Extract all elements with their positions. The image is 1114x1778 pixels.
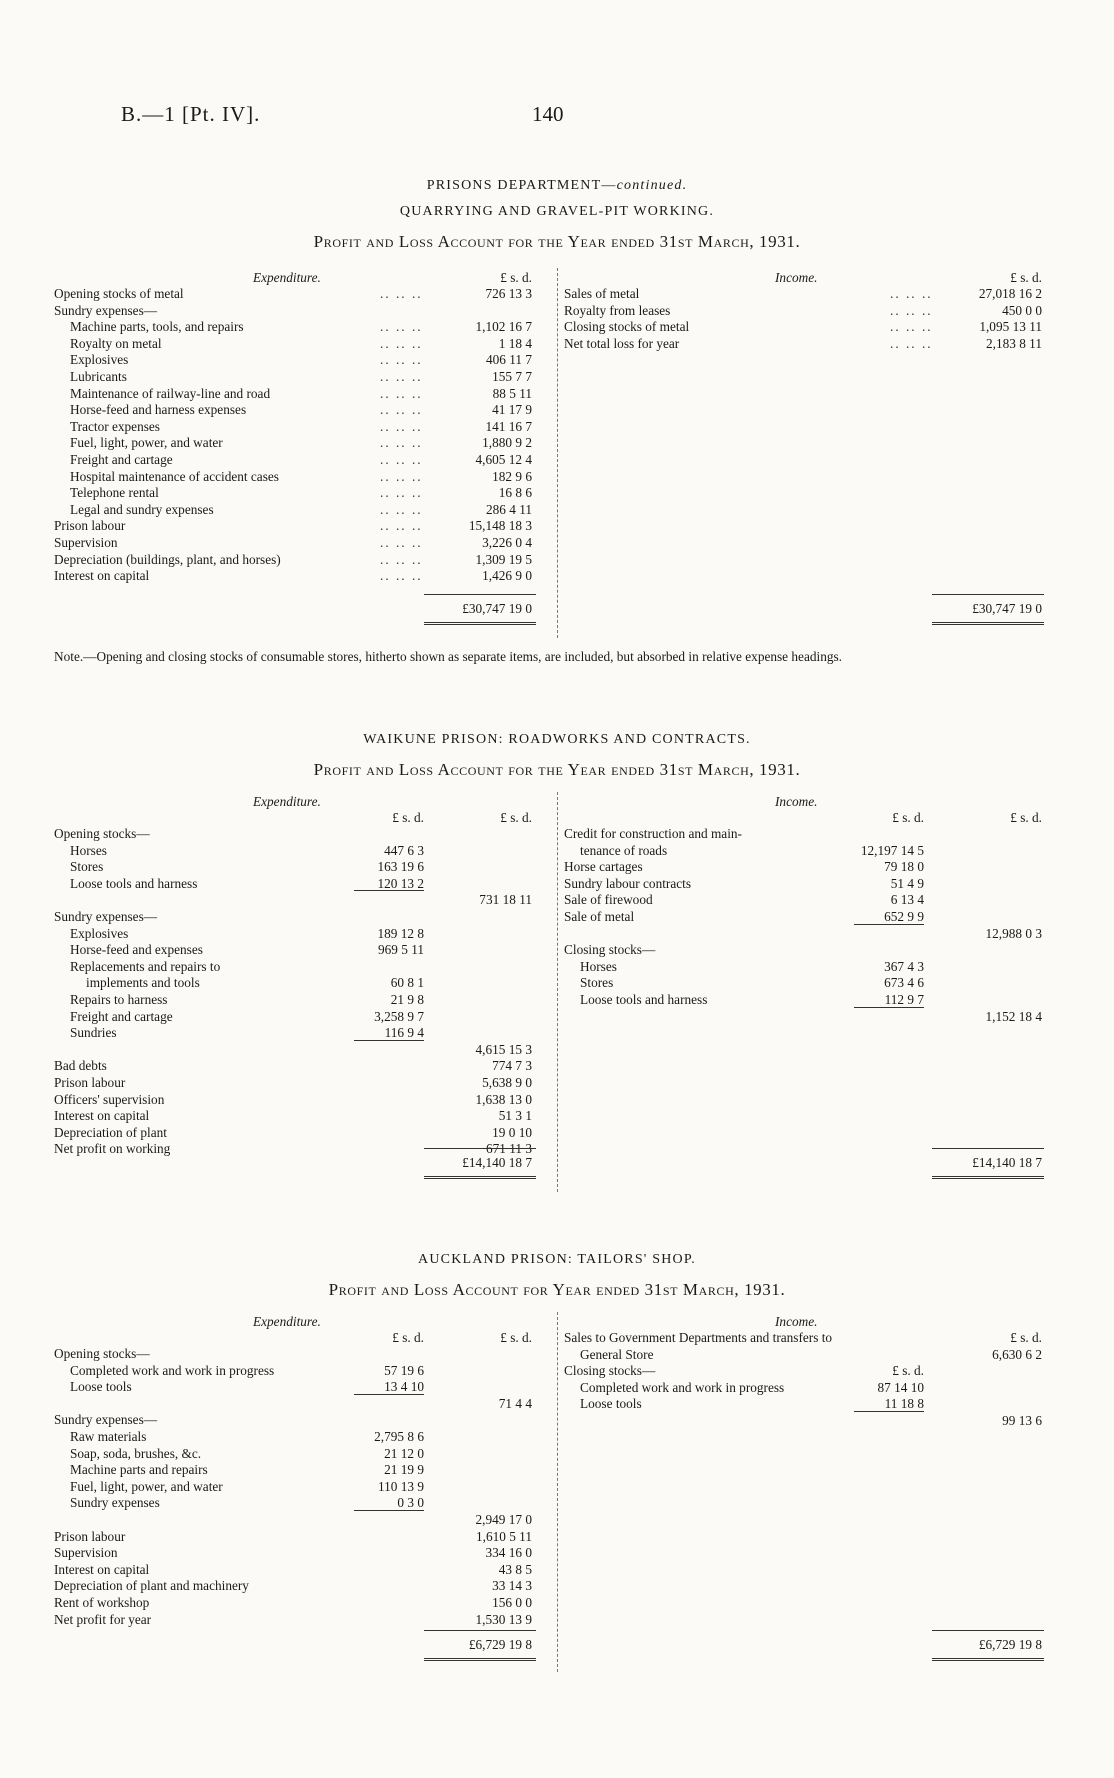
expenditure-item-label: Loose tools and harness	[70, 875, 198, 891]
income-item-label: Loose tools	[580, 1396, 642, 1412]
expenditure-item-subamount: 0 3 0	[397, 1495, 424, 1511]
exp-subtotal-rule	[424, 594, 536, 595]
income-item-subamount: £ s. d.	[892, 1363, 924, 1379]
expenditure-item-amount: 774 7 3	[492, 1058, 532, 1074]
expenditure-item-label: Horse-feed and expenses	[70, 942, 203, 958]
expenditure-item-label: Soap, soda, brushes, &c.	[70, 1445, 202, 1461]
exp-total-rule	[424, 622, 536, 625]
expenditure-item-leader: .. .. ..	[380, 518, 423, 534]
income-item-label: Closing stocks of metal	[564, 319, 690, 335]
expenditure-item-subamount: 21 12 0	[384, 1445, 424, 1461]
section2-income-total: £14,140 18 7	[972, 1155, 1042, 1170]
income-item-subtotal-rule	[854, 924, 924, 925]
section3-inc-currency-main: £ s. d.	[1010, 1330, 1042, 1345]
expenditure-item-amount: 406 11 7	[485, 352, 532, 368]
section3-expenditure-heading: Expenditure.	[253, 1314, 321, 1329]
expenditure-item-label: Sundries	[70, 1025, 117, 1041]
expenditure-item-label: Machine parts and repairs	[70, 1462, 208, 1478]
expenditure-item-label: Depreciation (buildings, plant, and horses)	[54, 551, 281, 567]
income-item-subamount: 11 18 8	[884, 1396, 924, 1412]
expenditure-item-subamount: 163 19 6	[377, 859, 424, 875]
expenditure-item-amount: 182 9 6	[492, 468, 532, 484]
expenditure-item-subamount: 13 4 10	[384, 1379, 424, 1395]
expenditure-item-label: Interest on capital	[54, 568, 150, 584]
expenditure-item-label: Replacements and repairs to	[70, 958, 221, 974]
expenditure-item-label: Freight and cartage	[70, 452, 173, 467]
income-item-label: Sale of firewood	[564, 892, 653, 908]
expenditure-item-label: Raw materials	[70, 1429, 147, 1444]
income-item-subamount: 112 9 7	[884, 992, 924, 1007]
income-item-subamount: 87 14 10	[877, 1379, 924, 1395]
expenditure-item-label: Fuel, light, power, and water	[70, 435, 223, 451]
section1-account	[0, 268, 1114, 638]
section1-expenditure-total: £30,747 19 0	[462, 601, 532, 616]
income-item-leader: .. .. ..	[890, 286, 933, 301]
expenditure-item-label: Fuel, light, power, and water	[70, 1478, 223, 1494]
section1-note: Note.—Opening and closing stocks of consumable stores, hitherto shown as separate items, are included, but absorbed in relative expense headings.	[54, 649, 843, 664]
section1-income-heading: Income.	[775, 270, 818, 285]
section1-exp-currency-header: £ s. d.	[500, 270, 532, 285]
expenditure-item-label: Horses	[70, 842, 107, 858]
expenditure-item-label: Sundry expenses—	[54, 909, 158, 924]
expenditure-item-leader: .. .. ..	[380, 485, 423, 501]
income-item-label: Royalty from leases	[564, 302, 671, 318]
expenditure-item-amount: 1,638 13 0	[475, 1091, 532, 1107]
expenditure-item-subamount: 21 19 9	[384, 1462, 424, 1478]
income-item-label: Closing stocks—	[564, 942, 656, 958]
expenditure-item-amount: 43 8 5	[498, 1561, 532, 1577]
income-item-label: Stores	[580, 975, 614, 991]
section1-title: Profit and Loss Account for the Year ended 31st March, 1931.	[313, 232, 801, 251]
expenditure-item-leader: .. .. ..	[380, 385, 423, 401]
expenditure-item-label: Opening stocks—	[54, 826, 150, 841]
expenditure-item-label: Lubricants	[70, 369, 127, 384]
department-heading: PRISONS DEPARTMENT—continued.	[426, 178, 688, 193]
income-item-label: Horses	[580, 958, 617, 974]
document-reference: B.—1 [Pt. IV].	[121, 102, 261, 126]
income-item-leader: .. .. ..	[890, 319, 933, 335]
expenditure-item-amount: 1,309 19 5	[475, 551, 532, 567]
expenditure-item-label: Opening stocks of metal	[54, 286, 184, 301]
expenditure-item-label: Net profit on working	[54, 1141, 171, 1157]
income-item-label: Closing stocks—	[564, 1363, 656, 1379]
expenditure-item-label: implements and tools	[86, 975, 200, 991]
expenditure-item-amount: 1,426 9 0	[482, 568, 532, 584]
expenditure-item-label: Explosives	[70, 925, 129, 941]
expenditure-item-label: Sundry expenses	[70, 1495, 160, 1511]
expenditure-item-label: Freight and cartage	[70, 1008, 173, 1024]
expenditure-item-amount: 4,615 15 3	[475, 1041, 532, 1057]
income-item-amount: 1,095 13 11	[979, 319, 1042, 335]
section2-account	[0, 792, 1114, 1192]
expenditure-item-amount: 41 17 9	[492, 402, 532, 418]
expenditure-item-amount: 19 0 10	[492, 1124, 532, 1140]
exp-subtotal-rule	[424, 1148, 536, 1149]
expenditure-item-label: Rent of workshop	[54, 1595, 150, 1610]
expenditure-item-label: Supervision	[54, 1545, 118, 1561]
income-item-label: Sundry labour contracts	[564, 875, 692, 891]
income-item-subamount: 367 4 3	[884, 958, 924, 974]
income-item-leader: .. .. ..	[890, 335, 933, 351]
income-item-amount: 27,018 16 2	[978, 286, 1042, 301]
exp-subtotal-rule	[424, 1630, 536, 1631]
income-item-amount: 2,183 8 11	[985, 335, 1042, 351]
income-item-label: Credit for construction and main-	[564, 826, 742, 841]
income-item-subamount: 79 18 0	[884, 859, 924, 875]
section2-expenditure-total: £14,140 18 7	[462, 1155, 532, 1170]
section1-income-total: £30,747 19 0	[972, 601, 1042, 616]
expenditure-item-label: Bad debts	[54, 1058, 107, 1074]
income-item-subamount: 6 13 4	[890, 892, 924, 908]
expenditure-item-amount: 3,226 0 4	[482, 535, 532, 550]
expenditure-item-amount: 671 11 3	[485, 1141, 532, 1157]
expenditure-item-label: Legal and sundry expenses	[70, 501, 214, 517]
expenditure-item-label: Telephone rental	[70, 485, 159, 501]
expenditure-item-leader: .. .. ..	[380, 402, 423, 418]
expenditure-item-amount: 1,530 13 9	[475, 1611, 532, 1627]
expenditure-item-amount: 71 4 4	[498, 1395, 532, 1411]
income-item-label: Horse cartages	[564, 859, 643, 875]
section3-title: Profit and Loss Account for Year ended 31st March, 1931.	[328, 1280, 786, 1299]
income-item-amount: 6,630 6 2	[992, 1346, 1042, 1362]
expenditure-item-subamount: 57 19 6	[384, 1362, 424, 1378]
expenditure-item-label: Depreciation of plant and machinery	[54, 1578, 249, 1594]
section2-exp-currency-main: £ s. d.	[500, 810, 532, 825]
inc-total-rule	[932, 622, 1044, 625]
expenditure-item-label: Depreciation of plant	[54, 1124, 167, 1140]
expenditure-item-amount: 51 3 1	[498, 1108, 532, 1124]
inc-total-rule	[932, 1658, 1044, 1661]
income-item-amount: 99 13 6	[1002, 1413, 1042, 1428]
expenditure-item-amount: 16 8 6	[498, 485, 532, 501]
section3-income-total: £6,729 19 8	[978, 1637, 1042, 1652]
expenditure-item-subtotal-rule	[354, 890, 424, 891]
column-divider	[557, 792, 558, 1192]
income-item-subamount: 12,197 14 5	[860, 842, 924, 858]
expenditure-item-subamount: 447 6 3	[384, 842, 424, 858]
expenditure-item-label: Machine parts, tools, and repairs	[70, 319, 244, 335]
expenditure-item-amount: 5,638 9 0	[482, 1075, 532, 1090]
section2-income-heading: Income.	[775, 794, 818, 809]
expenditure-item-label: Sundry expenses—	[54, 302, 158, 318]
inc-subtotal-rule	[932, 1148, 1044, 1149]
expenditure-item-label: Completed work and work in progress	[70, 1362, 275, 1378]
expenditure-item-label: Hospital maintenance of accident cases	[70, 468, 279, 484]
income-item-label: Completed work and work in progress	[580, 1379, 785, 1395]
expenditure-item-amount: 4,605 12 4	[475, 452, 532, 467]
expenditure-item-leader: .. .. ..	[380, 286, 423, 301]
expenditure-item-label: Prison labour	[54, 1528, 126, 1544]
income-item-subamount: 673 4 6	[884, 975, 924, 991]
section3-exp-currency-sub: £ s. d.	[392, 1330, 424, 1345]
expenditure-item-amount: 15,148 18 3	[468, 518, 532, 534]
expenditure-item-leader: .. .. ..	[380, 468, 423, 484]
expenditure-item-leader: .. .. ..	[380, 568, 423, 584]
expenditure-item-leader: .. .. ..	[380, 418, 423, 434]
expenditure-item-leader: .. .. ..	[380, 335, 423, 351]
expenditure-item-label: Opening stocks—	[54, 1346, 150, 1361]
expenditure-item-label: Maintenance of railway-line and road	[70, 385, 271, 401]
income-item-label: Net total loss for year	[564, 335, 680, 351]
income-item-label: Sales to Government Departments and transfers to	[564, 1330, 833, 1345]
expenditure-item-label: Stores	[70, 859, 104, 875]
inc-subtotal-rule	[932, 594, 1044, 595]
expenditure-item-subamount: 969 5 11	[377, 942, 424, 958]
expenditure-item-amount: 141 16 7	[485, 418, 532, 434]
income-item-amount: 12,988 0 3	[985, 925, 1042, 941]
expenditure-item-amount: 1,880 9 2	[482, 435, 532, 451]
expenditure-item-amount: 1 18 4	[498, 335, 532, 351]
expenditure-item-label: Royalty on metal	[70, 335, 162, 351]
expenditure-item-leader: .. .. ..	[380, 501, 423, 517]
expenditure-item-amount: 155 7 7	[492, 369, 532, 384]
expenditure-item-label: Interest on capital	[54, 1108, 150, 1124]
expenditure-item-label: Prison labour	[54, 518, 126, 534]
expenditure-item-leader: .. .. ..	[380, 319, 423, 335]
income-item-subtotal-rule	[854, 1411, 924, 1412]
expenditure-item-leader: .. .. ..	[380, 452, 423, 467]
income-item-label: tenance of roads	[580, 842, 668, 858]
column-divider	[557, 268, 558, 638]
income-item-subamount: 652 9 9	[884, 909, 924, 924]
expenditure-item-subamount: 189 12 8	[377, 925, 424, 941]
expenditure-item-subamount: 120 13 2	[377, 875, 424, 891]
exp-total-rule	[424, 1658, 536, 1661]
expenditure-item-amount: 1,102 16 7	[475, 319, 532, 335]
income-item-label: General Store	[580, 1346, 654, 1362]
expenditure-item-amount: 156 0 0	[492, 1595, 532, 1610]
expenditure-item-label: Net profit for year	[54, 1611, 152, 1627]
expenditure-item-label: Loose tools	[70, 1379, 132, 1395]
expenditure-item-label: Tractor expenses	[70, 418, 160, 434]
income-item-amount: 450 0 0	[1002, 302, 1042, 318]
expenditure-item-amount: 286 4 11	[485, 501, 532, 517]
section3-expenditure-total: £6,729 19 8	[468, 1637, 532, 1652]
income-item-amount: 1,152 18 4	[985, 1008, 1042, 1024]
income-item-leader: .. .. ..	[890, 302, 933, 318]
expenditure-item-leader: .. .. ..	[380, 551, 423, 567]
expenditure-item-amount: 1,610 5 11	[475, 1528, 532, 1544]
expenditure-item-amount: 2,949 17 0	[475, 1512, 532, 1527]
expenditure-item-label: Officers' supervision	[54, 1091, 165, 1107]
expenditure-item-amount: 731 18 11	[479, 892, 532, 908]
expenditure-item-subamount: 21 9 8	[390, 992, 424, 1007]
expenditure-item-leader: .. .. ..	[380, 535, 423, 550]
section3-exp-currency-main: £ s. d.	[500, 1330, 532, 1345]
expenditure-item-label: Repairs to harness	[70, 992, 168, 1007]
section2-inc-currency-sub: £ s. d.	[892, 810, 924, 825]
expenditure-item-amount: 334 16 0	[485, 1545, 532, 1561]
expenditure-item-subamount: 116 9 4	[384, 1025, 424, 1041]
expenditure-item-subtotal-rule	[354, 1394, 424, 1395]
expenditure-item-label: Sundry expenses—	[54, 1412, 158, 1428]
expenditure-item-amount: 726 13 3	[485, 286, 532, 301]
expenditure-item-subamount: 2,795 8 6	[374, 1429, 424, 1444]
expenditure-item-label: Explosives	[70, 352, 129, 368]
income-item-label: Loose tools and harness	[580, 992, 708, 1007]
expenditure-item-subtotal-rule	[354, 1040, 424, 1041]
section2-inc-currency-main: £ s. d.	[1010, 810, 1042, 825]
expenditure-item-amount: 88 5 11	[492, 385, 532, 401]
column-divider	[557, 1312, 558, 1672]
income-item-label: Sale of metal	[564, 909, 635, 924]
section3-income-heading: Income.	[775, 1314, 818, 1329]
expenditure-item-label: Prison labour	[54, 1075, 126, 1090]
expenditure-item-subtotal-rule	[354, 1510, 424, 1511]
expenditure-item-subamount: 3,258 9 7	[374, 1008, 424, 1024]
income-item-subtotal-rule	[854, 1007, 924, 1008]
section1-subtitle: QUARRYING AND GRAVEL-PIT WORKING.	[399, 204, 715, 219]
expenditure-item-label: Supervision	[54, 535, 118, 550]
section3-account	[0, 1312, 1114, 1672]
expenditure-item-leader: .. .. ..	[380, 435, 423, 451]
section2-exp-currency-sub: £ s. d.	[392, 810, 424, 825]
income-item-subamount: 51 4 9	[890, 875, 924, 891]
section1-inc-currency-header: £ s. d.	[1010, 270, 1042, 285]
expenditure-item-leader: .. .. ..	[380, 369, 423, 384]
section2-subtitle: WAIKUNE PRISON: ROADWORKS AND CONTRACTS.	[363, 732, 751, 747]
section3-subtitle: AUCKLAND PRISON: TAILORS' SHOP.	[418, 1252, 696, 1267]
expenditure-item-label: Horse-feed and harness expenses	[70, 402, 247, 418]
expenditure-item-leader: .. .. ..	[380, 352, 423, 368]
section1-expenditure-heading: Expenditure.	[253, 270, 321, 285]
expenditure-item-subamount: 110 13 9	[377, 1478, 424, 1494]
section2-expenditure-heading: Expenditure.	[253, 794, 321, 809]
expenditure-item-amount: 33 14 3	[492, 1578, 532, 1594]
exp-total-rule	[424, 1176, 536, 1179]
inc-total-rule	[932, 1176, 1044, 1179]
expenditure-item-subamount: 60 8 1	[390, 975, 424, 991]
section2-title: Profit and Loss Account for the Year ended 31st March, 1931.	[313, 760, 801, 779]
expenditure-item-label: Interest on capital	[54, 1561, 150, 1577]
page-number: 140	[532, 102, 564, 126]
inc-subtotal-rule	[932, 1630, 1044, 1631]
income-item-label: Sales of metal	[564, 286, 640, 301]
